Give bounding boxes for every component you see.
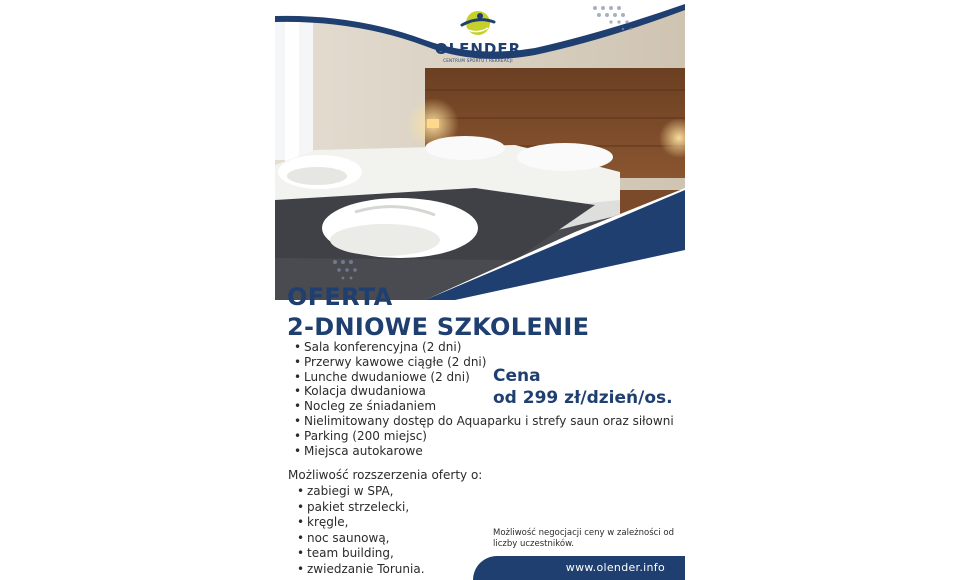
list-item: • kręgle,: [295, 515, 425, 531]
price-value: od 299 zł/dzień/os.: [493, 388, 673, 408]
list-item: • zabiegi w SPA,: [295, 484, 425, 500]
list-item: • Parking (200 miejsc): [292, 429, 674, 444]
list-item: • noc saunową,: [295, 531, 425, 547]
logo-emblem-icon: [458, 8, 498, 38]
offer-title: OFERTA: [287, 283, 393, 311]
price-negotiation-note: Możliwość negocjacji ceny w zależności od liczby uczestników.: [493, 528, 674, 549]
website-link[interactable]: www.olender.info: [565, 561, 665, 574]
logo-brand-name: OLENDER: [434, 40, 522, 58]
list-item: • Nocleg ze śniadaniem: [292, 399, 674, 414]
offer-flyer: [275, 0, 685, 580]
list-item: • Miejsca autokarowe: [292, 444, 674, 459]
footer-bar: [473, 556, 685, 580]
extension-heading: Możliwość rozszerzenia oferty o:: [288, 468, 483, 482]
olender-logo: [433, 8, 523, 68]
list-item: • team building,: [295, 546, 425, 562]
list-item: • zwiedzanie Torunia.: [295, 562, 425, 578]
list-item: • Sala konferencyjna (2 dni): [292, 340, 674, 355]
extension-items-list: [295, 484, 425, 577]
list-item: • Przerwy kawowe ciągłe (2 dni): [292, 355, 674, 370]
offer-subtitle: 2-DNIOWE SZKOLENIE: [287, 313, 590, 341]
list-item: • Nielimitowany dostęp do Aquaparku i strefy saun oraz siłowni: [292, 414, 674, 429]
list-item: • Kolacja dwudaniowa: [292, 384, 674, 399]
list-item: • Lunche dwudaniowe (2 dni): [292, 370, 674, 385]
price-label: Cena: [493, 366, 541, 386]
list-item: • pakiet strzelecki,: [295, 500, 425, 516]
logo-tagline: CENTRUM SPORTU I REKREACJI: [443, 58, 513, 63]
